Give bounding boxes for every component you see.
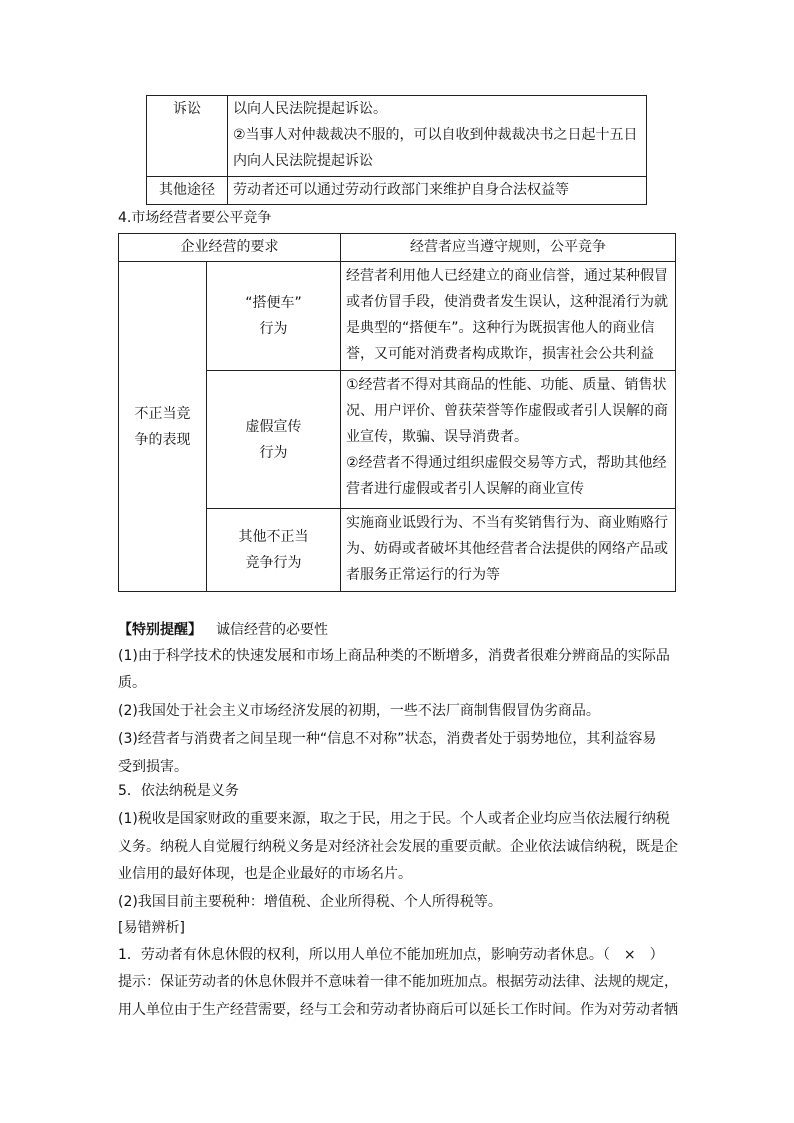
section-heading: 5．依法纳税是义务: [118, 783, 239, 799]
content-line: 为、妨碍或者破坏其他经营者合法提供的网络产品或: [346, 541, 668, 557]
table-row: [147, 96, 647, 177]
tip-line: 受到损害。: [118, 759, 188, 775]
header-text: 经营者应当遵守规则，公平竞争: [410, 239, 606, 255]
errors-line: 1．劳动者有休息休假的权利，所以用人单位不能加班加点，影响劳动者休息。（ × ）: [118, 947, 664, 963]
row-label: [147, 177, 228, 205]
table-header-cell: [119, 234, 341, 262]
row-label-text: 虚假宣传: [245, 418, 302, 435]
table-header-row: [119, 234, 676, 262]
content-line: 或者仿冒手段，使消费者发生误认，这种混淆行为就: [346, 294, 668, 310]
table-row: [119, 262, 676, 371]
row-label-text: 其他途径: [159, 182, 215, 198]
row-label-text: 行为: [259, 321, 288, 337]
tip-line: (3)经营者与消费者之间呈现一种“信息不对称”状态，消费者处于弱势地位，其利益容易: [118, 731, 657, 747]
section5-line: 业信用的最好体现，也是企业最好的市场名片。: [118, 866, 412, 882]
section-heading: 4.市场经营者要公平竞争: [118, 210, 272, 226]
content-line: ①经营者不得对其商品的性能、功能、质量、销售状: [346, 377, 667, 393]
table-header-cell: [341, 234, 676, 262]
row-label-cell: [207, 371, 341, 509]
tip-subtitle: 诚信经营的必要性: [216, 622, 328, 638]
group-label-cell: [119, 262, 207, 592]
content-line: 经营者利用他人已经建立的商业信誉，通过某种假冒: [346, 268, 668, 284]
content-line: 营者进行虚假或者引人误解的商业宣传: [346, 481, 584, 497]
row-label-text: 其他不正当: [238, 529, 309, 545]
content-line: 况、用户评价、曾获荣誉等作虚假或者引人误解的商: [346, 403, 668, 419]
errors-line: 用人单位由于生产经营需要，经与工会和劳动者协商后可以延长工作时间。作为对劳动者牺: [118, 1002, 678, 1018]
content-line: 内向人民法院提起诉讼: [233, 153, 373, 169]
section5-line: (1)税收是国家财政的重要来源，取之于民，用之于民。个人或者企业均应当依法履行纳税: [118, 811, 670, 827]
content-line: 业宣传，欺骗、误导消费者。: [346, 429, 528, 445]
content-line: 以向人民法院提起诉讼。: [233, 101, 387, 117]
errors-heading: [易错辨析]: [118, 920, 185, 936]
content-line: 者服务正常运行的行为等: [346, 567, 500, 583]
row-label-cell: [207, 509, 341, 592]
section5-line: (2)我国目前主要税种：增值税、企业所得税、个人所得税等。: [118, 894, 502, 910]
content-line: 实施商业诋毁行为、不当有奖销售行为、商业贿赂行: [346, 515, 668, 531]
row-content: [341, 509, 676, 592]
row-label-text: 诉讼: [173, 101, 201, 117]
rights-table: [146, 95, 647, 205]
content-line: 是典型的“搭便车”。这种行为既损害他人的商业信: [346, 320, 655, 336]
competition-table: [118, 233, 676, 592]
row-content: [341, 262, 676, 371]
content-line: 誉，又可能对消费者构成欺诈，损害社会公共利益: [346, 346, 654, 362]
errors-line: 提示：保证劳动者的休息休假并不意味着一律不能加班加点。根据劳动法律、法规的规定，: [118, 974, 678, 990]
table-row: [147, 177, 647, 205]
group-label-text: 争的表现: [134, 431, 191, 448]
tip-heading: [118, 617, 328, 643]
row-content: [228, 96, 647, 177]
content-line: ②当事人对仲裁裁决不服的，可以自收到仲裁裁决书之日起十五日: [233, 127, 638, 143]
row-content: [228, 177, 647, 205]
tip-line: 质。: [118, 675, 146, 691]
tip-line: (1)由于科学技术的快速发展和市场上商品种类的不断增多，消费者很难分辨商品的实际品: [118, 648, 670, 664]
tip-body: [118, 643, 678, 783]
content-line: 劳动者还可以通过劳动行政部门来维护自身合法权益等: [233, 182, 569, 198]
row-label-text: “搭便车”: [245, 295, 302, 311]
header-text: 企业经营的要求: [180, 239, 279, 255]
row-label: [147, 96, 228, 177]
section5-body: [118, 806, 678, 918]
row-content: [341, 371, 676, 509]
content-line: ②经营者不得通过组织虚假交易等方式，帮助其他经: [346, 455, 667, 471]
tip-line: (2)我国处于社会主义市场经济发展的初期，一些不法厂商制售假冒伪劣商品。: [118, 703, 600, 719]
row-label-cell: [207, 262, 341, 371]
group-label-text: 不正当竞: [134, 405, 191, 422]
section5-line: 义务。纳税人自觉履行纳税义务是对经济社会发展的重要贡献。企业依法诚信纳税，既是企: [118, 839, 678, 855]
errors-body: [118, 942, 678, 1026]
tip-title: 【特别提醒】: [118, 622, 202, 638]
row-label-text: 竞争行为: [245, 555, 302, 571]
row-label-text: 行为: [259, 444, 288, 461]
